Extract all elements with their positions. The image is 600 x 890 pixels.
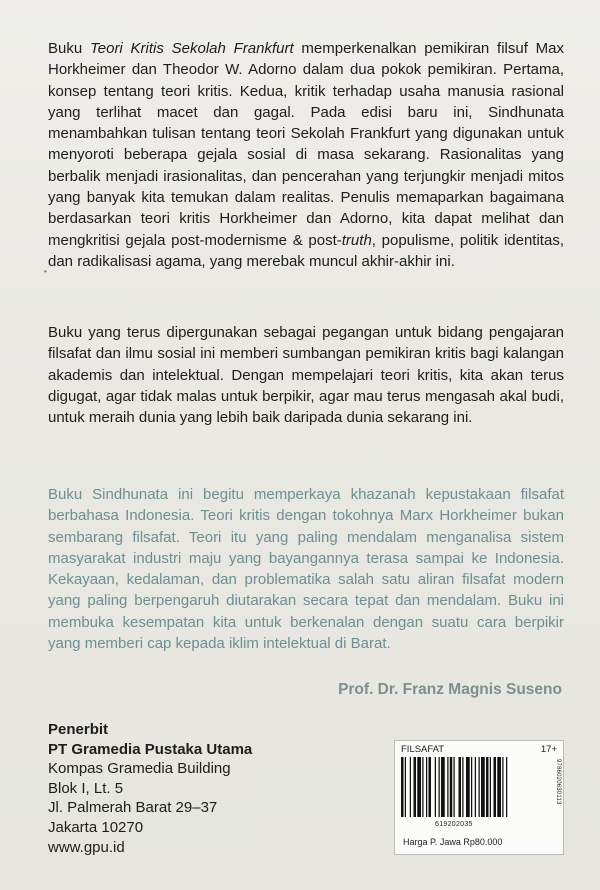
publisher-website: www.gpu.id bbox=[48, 838, 125, 856]
synopsis-paragraph-1 bbox=[48, 38, 564, 272]
barcode-price: Harga P. Jawa Rp80.000 bbox=[403, 837, 503, 847]
print-dot-mark: • bbox=[44, 267, 47, 276]
barcode-category: FILSAFAT bbox=[401, 744, 445, 755]
synopsis-text-b: , populisme, politik identitas, dan radikalisasi agama, yang merebak muncul akhir-akhir ini. bbox=[48, 231, 564, 270]
synopsis-text-a: memperkenalkan pemikiran filsuf Max Horkheimer dan Theodor W. Adorno dalam dua pokok pemikiran. Pertama, konsep tentang teori kritis. Kedua, kritik terhadap usaha manusia rasional yang terlihat macet dan gagal. Pada edisi baru ini, Sindhunata menambahkan tulisan tentang teori Sekolah Frankfurt yang digunakan untuk menyoroti beberapa gejala sosial di masa sekarang. Rasionalitas yang berbalik menjadi irasionalitas, dan pencerahan yang terjungkir menjadi mitos yang banyak kita temukan dalam realitas. Penulis memaparkan bagaimana berdasarkan teori kritis Horkheimer dan Adorno, kita dapat melihat dan mengkritisi gejala post-modernisme & post- bbox=[48, 40, 564, 249]
publisher-address-4: Jakarta 10270 bbox=[48, 818, 144, 836]
synopsis-paragraph-2: Buku yang terus dipergunakan sebagai pegangan untuk bidang pengajaran filsafat dan ilmu sosial ini memberi sumbangan pemikiran kritis bagi kalangan akademis dan intelektual. Dengan mempelajari teori kritis, kita akan terus digugat, agar tidak malas untuk berpikir, agar mau terus mengasah akal budi, untuk meraih dunia yang lebih baik daripada dunia sekarang ini. bbox=[48, 324, 564, 427]
barcode-label bbox=[394, 740, 564, 855]
endorsement-quote: Buku Sindhunata ini begitu memperkaya khazanah kepustakaan filsafat berbahasa Indonesia. Teori kritis dengan tokohnya Marx Horkheimer bukan sembarang filsafat. Teori itu yang paling mendalam menganalisa sistem masyarakat industri maju yang bayangannya terasa sampai ke Indonesia. Kekayaan, kedalaman, dan problematika salah satu aliran filsafat modern yang paling berpengaruh diutarakan secara tepat dan mendalam. Buku ini membuka kesempatan kita untuk berkenalan dengan suatu cara berpikir yang memberi cap kepada iklim intelektual di Barat. bbox=[48, 486, 564, 653]
publisher-address-2: Blok I, Lt. 5 bbox=[48, 779, 124, 797]
publisher-label: Penerbit bbox=[48, 721, 109, 738]
book-title-italic: Teori Kritis Sekolah Frankfurt bbox=[89, 40, 294, 57]
publisher-address-3: Jl. Palmerah Barat 29–37 bbox=[48, 799, 218, 817]
publisher-address-1: Kompas Gramedia Building bbox=[48, 760, 231, 778]
barcode-isbn-vertical: 9786020630113 bbox=[555, 759, 561, 805]
truth-italic: truth bbox=[341, 231, 372, 249]
barcode-number: 619202035 bbox=[435, 821, 473, 828]
publisher-block bbox=[48, 720, 252, 857]
barcode-age-rating: 17+ bbox=[540, 744, 557, 755]
publisher-name: PT Gramedia Pustaka Utama bbox=[48, 740, 253, 758]
synopsis-intro: Buku bbox=[48, 40, 90, 57]
endorsement-author: Prof. Dr. Franz Magnis Suseno bbox=[338, 681, 562, 698]
barcode-bars bbox=[399, 757, 549, 819]
